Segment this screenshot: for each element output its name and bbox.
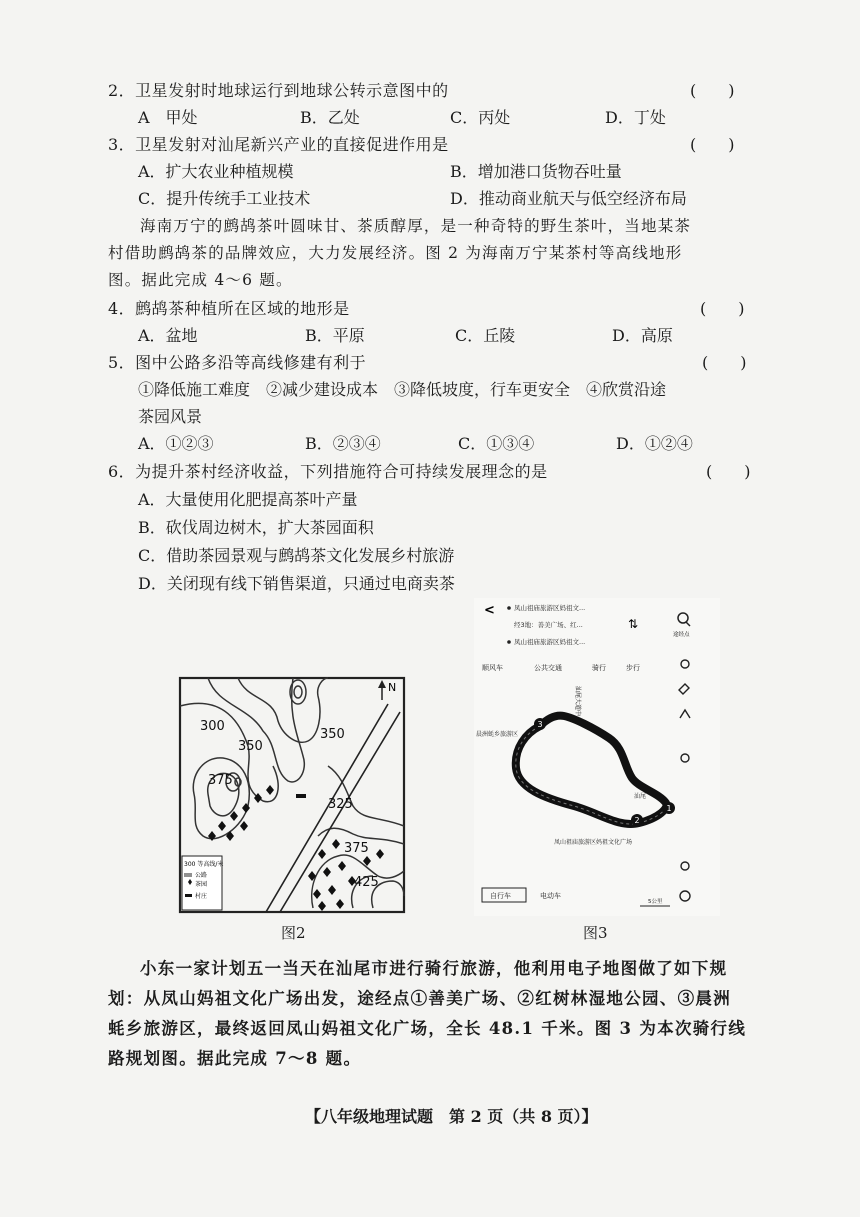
contour-label-425: 425 xyxy=(354,875,379,890)
contour-label-375b: 375 xyxy=(344,841,369,856)
contour-label-350a: 350 xyxy=(238,739,263,754)
marker-2-label: 2 xyxy=(634,816,640,825)
q2-stem: 2．卫星发射时地球运行到地球公转示意图中的 xyxy=(108,81,449,100)
q2-answer-paren: ( ) xyxy=(690,81,735,100)
legend-contour: 300 等高线/米 xyxy=(184,861,224,868)
q5-option-d: D．①②④ xyxy=(616,434,693,453)
passage1-line2: 村借助鹧鸪茶的品牌效应，大力发展经济。图 2 为海南万宁某茶村等高线地形 xyxy=(108,244,683,262)
q3-stem: 3．卫星发射对汕尾新兴产业的直接促进作用是 xyxy=(108,135,449,154)
figure3-route-map xyxy=(474,598,720,916)
q2-option-a: A 甲处 xyxy=(138,108,198,127)
search-label: 途经点 xyxy=(673,632,690,638)
q5-option-c: C．①③④ xyxy=(458,434,535,453)
passage2-line3: 蚝乡旅游区，最终返回凤山妈祖文化广场，全长 48.1 千米。图 3 为本次骑行线 xyxy=(108,1019,747,1038)
passage1-line3: 图。据此完成 4～6 题。 xyxy=(108,271,293,289)
q4-option-d: D．高原 xyxy=(612,326,673,345)
route-line-start: 凤山祖庙旅游区妈祖文... xyxy=(514,604,586,612)
legend-tea: 茶园 xyxy=(195,881,208,888)
place-start-label: 凤山祖庙旅游区妈祖文化广场 xyxy=(554,839,633,846)
start-dot xyxy=(507,606,511,610)
legend-road: 公路 xyxy=(195,872,208,879)
figure2-caption: 图2 xyxy=(281,924,306,942)
contour-label-325: 325 xyxy=(328,797,353,812)
q3-option-c: C．提升传统手工业技术 xyxy=(138,189,311,208)
bike-tab-label: 自行车 xyxy=(490,892,511,900)
figure3-caption: 图3 xyxy=(583,924,608,942)
page-footer: 【八年级地理试题 第 2 页（共 8 页）】 xyxy=(305,1107,598,1126)
q4-stem: 4．鹧鸪茶种植所在区域的地形是 xyxy=(108,299,350,318)
q4-answer-paren: ( ) xyxy=(700,299,745,318)
q5-items-line2: 茶园风景 xyxy=(138,407,203,426)
q4-option-b: B．平原 xyxy=(305,326,365,345)
q2-option-b: B．乙处 xyxy=(300,108,360,127)
north-label: N xyxy=(388,681,397,694)
back-icon: < xyxy=(484,603,495,618)
passage2-line2: 划：从凤山妈祖文化广场出发，途经点①善美广场、②红树林湿地公园、③晨洲 xyxy=(108,989,731,1008)
q6-stem: 6．为提升茶村经济收益，下列措施符合可持续发展理念的是 xyxy=(108,462,548,481)
q3-answer-paren: ( ) xyxy=(690,135,735,154)
marker-1-label: 1 xyxy=(666,804,672,813)
road-name-label: 汕尾大道中 xyxy=(574,686,581,717)
q5-stem: 5．图中公路多沿等高线修建有利于 xyxy=(108,353,367,372)
q2-option-d: D．丁处 xyxy=(605,108,666,127)
passage2-line4: 路规划图。据此完成 7～8 题。 xyxy=(108,1049,362,1068)
q3-option-a: A．扩大农业种植规模 xyxy=(138,162,294,181)
q6-option-d: D．关闭现有线下销售渠道，只通过电商卖茶 xyxy=(138,574,455,593)
q6-option-b: B．砍伐周边树木，扩大茶园面积 xyxy=(138,518,374,537)
q5-items-line1: ①降低施工难度 ②减少建设成本 ③降低坡度，行车更安全 ④欣赏沿途 xyxy=(138,380,667,399)
passage2-line1: 小东一家计划五一当天在汕尾市进行骑行旅游，他利用电子地图做了如下规 xyxy=(140,959,728,978)
q3-option-d: D．推动商业航天与低空经济布局 xyxy=(450,189,687,208)
q3-option-b: B．增加港口货物吞吐量 xyxy=(450,162,622,181)
q6-option-c: C．借助茶园景观与鹧鸪茶文化发展乡村旅游 xyxy=(138,546,455,565)
q5-option-a: A．①②③ xyxy=(138,434,214,453)
contour-label-300: 300 xyxy=(200,719,225,734)
legend-village: 村庄 xyxy=(195,893,208,900)
tab-walking: 步行 xyxy=(626,664,640,672)
scale-label: 5公里 xyxy=(648,899,663,905)
north-arrow-icon xyxy=(378,680,396,700)
swap-icon: ⇅ xyxy=(628,617,639,631)
q6-answer-paren: ( ) xyxy=(706,462,751,481)
q4-option-c: C．丘陵 xyxy=(455,326,516,345)
q5-option-b: B．②③④ xyxy=(305,434,381,453)
end-dot xyxy=(507,640,511,644)
q5-answer-paren: ( ) xyxy=(702,353,747,372)
place-mid-label: 汕尾 xyxy=(634,793,647,800)
ebike-tab-label: 电动车 xyxy=(540,892,561,900)
q6-option-a: A．大量使用化肥提高茶叶产量 xyxy=(138,490,358,509)
tab-transit: 公共交通 xyxy=(534,664,562,672)
tab-cycling: 骑行 xyxy=(592,664,606,672)
place-left-label: 晨洲蚝乡旅游区 xyxy=(476,731,519,738)
contour-label-350b: 350 xyxy=(320,727,345,742)
village-mark xyxy=(296,794,306,798)
figure2-contour-map xyxy=(178,676,406,914)
contour-label-375a: 375 xyxy=(208,773,233,788)
route-line-end: 凤山祖庙旅游区妈祖文... xyxy=(514,638,586,646)
figure2-legend xyxy=(182,856,223,910)
tab-ride-share: 顺风车 xyxy=(482,664,503,672)
passage1-line1: 海南万宁的鹧鸪茶叶圆味甘、茶质醇厚，是一种奇特的野生茶叶，当地某茶 xyxy=(140,217,692,235)
marker-3-label: 3 xyxy=(537,720,543,729)
q4-option-a: A．盆地 xyxy=(138,326,198,345)
route-line-via: 经3地：善美广场、红... xyxy=(514,621,583,629)
q2-option-c: C．丙处 xyxy=(450,108,511,127)
